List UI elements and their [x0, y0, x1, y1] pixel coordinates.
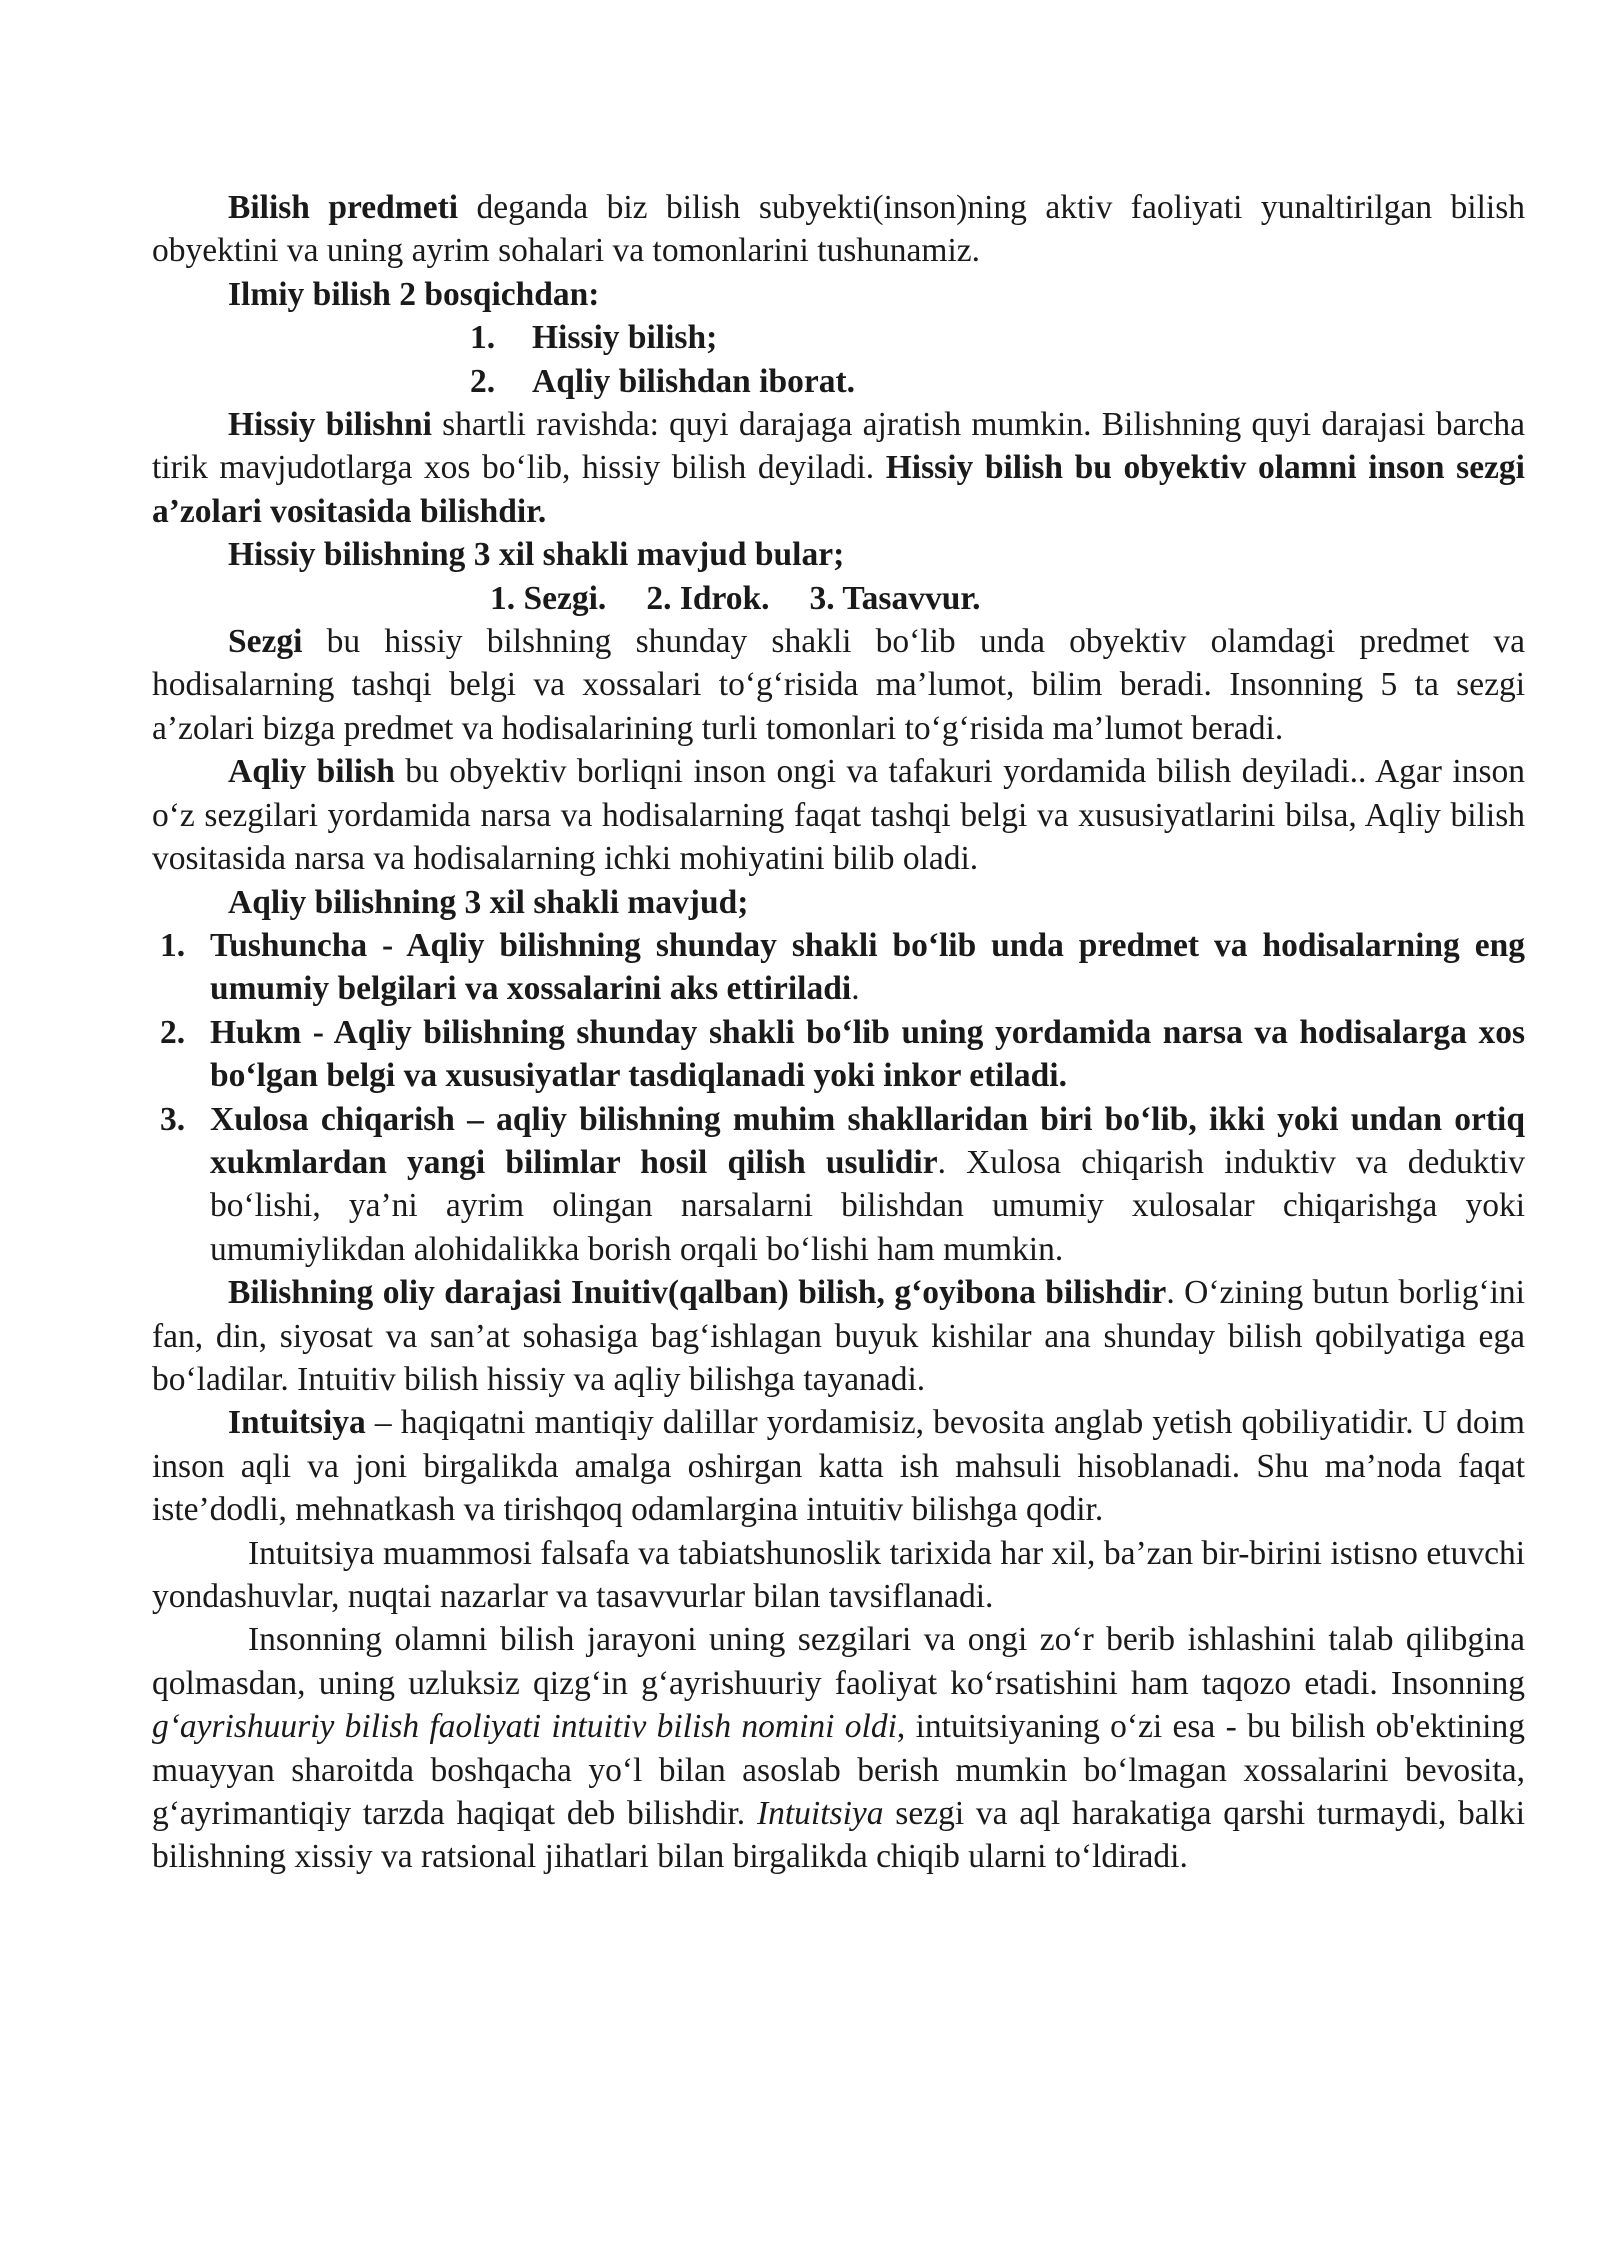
list-item: [152, 924, 1525, 1011]
aqliy-forms-list: [152, 924, 1525, 1271]
paragraph-aqliy-bilish: [152, 750, 1525, 880]
heading-text: Hissiy bilishning 3 xil shakli mavjud bular;: [228, 536, 845, 574]
term-sezgi: Sezgi: [228, 623, 303, 661]
list-number: 1.: [470, 319, 496, 357]
heading-text: Aqliy bilishning 3 xil shakli mavjud;: [228, 883, 749, 921]
stages-list: [152, 316, 1525, 403]
paragraph-italic-text: Intuitsiya: [756, 1795, 884, 1833]
list-number: 3.: [160, 1100, 186, 1138]
term-aqliy-bilish: Aqliy bilish: [228, 753, 395, 791]
list-item: [152, 360, 1525, 403]
paragraph-bold-text: Hissiy bilish bu obyektiv olamni inson sezgi a’zolari vositasida bilishdir.: [152, 449, 1525, 530]
list-item-bold: Hukm - Aqliy bilishning shunday shakli bo‘lib uning yordamida narsa va hodisalarga xos bo‘lgan belgi va xususiyatlar tasdiqlanadi yoki inkor etiladi.: [210, 1013, 1525, 1095]
form-sezgi: 1. Sezgi.: [490, 579, 607, 617]
paragraph-text: . O‘zining butun borlig‘ini fan, din, siyosat va san’at sohasiga bag‘ishlagan buyuk kishilar ana shunday bilish qobilyatiga ega bo‘ladilar. Intuitiv bilish hissiy va aqliy bilishga tayanadi.: [152, 1274, 1525, 1398]
paragraph-bilish-predmeti: [152, 186, 1525, 273]
paragraph-text: sezgi va aql harakatiga qarshi turmaydi, balki bilishning xissiy va ratsional jihatlari bilan birgalikda chiqib ularni to‘ldiradi.: [152, 1795, 1525, 1876]
paragraph-text: bu obyektiv borliqni inson ongi va tafakuri yordamida bilish deyiladi.. Agar inson o‘z sezgilari yordamida narsa va hodisalarning faqat tashqi belgi va xususiyatlarini bilsa, Aqliy bilish vositasida narsa va hodisalarning ichki mohiyatini bilib oladi.: [152, 753, 1525, 878]
list-number: 1.: [160, 926, 186, 964]
term-hissiy-bilishni: Hissiy bilishni: [228, 406, 432, 444]
paragraph-text: Insonning olamni bilish jarayoni uning sezgilari va ongi zo‘r berib ishlashini talab qilibgina qolmasdan, uning uzluksiz qizg‘in g‘ayrishuuriy faoliyat ko‘rsatishini ham taqozo etadi. Insonning: [152, 1621, 1525, 1702]
paragraph-olamni-bilish: [152, 1618, 1525, 1878]
heading-aqliy-shakllar: [152, 881, 1525, 924]
paragraph-oliy-daraja: [152, 1271, 1525, 1401]
paragraph-bold-text: Bilishning oliy darajasi Inuitiv(qalban) bilish, g‘oyibona bilishdir: [228, 1274, 1167, 1312]
heading-text: Ilmiy bilish 2 bosqichdan:: [228, 275, 600, 313]
paragraph-text: , intuitsiyaning o‘zi esa - bu bilish ob'ektining muayyan sharoitda boshqacha yo‘l bilan asoslab berish mumkin bo‘lmagan xossalarini bevosita, g‘ayrimantiqiy tarzda haqiqat deb bilishdir.: [152, 1708, 1525, 1833]
paragraph-hissiy-bilish: [152, 403, 1525, 533]
paragraph-text: bu hissiy bilshning shunday shakli bo‘lib unda obyektiv olamdagi predmet va hodisalarning tashqi belgi va xossalari to‘g‘risida ma’lumot, bilim beradi. Insonning 5 ta sezgi a’zolari bizga predmet va hodisalarining turli tomonlari to‘g‘risida ma’lumot beradi.: [152, 623, 1525, 747]
list-item-bold: Tushuncha - Aqliy bilishning shunday shakli bo‘lib unda predmet va hodisalarning eng umumiy belgilari va xossalarini aks ettiriladi: [210, 926, 1525, 1008]
list-item-text: Aqliy bilishdan iborat.: [532, 362, 856, 400]
paragraph-text: Intuitsiya muammosi falsafa va tabiatshunoslik tarixida har xil, ba’zan bir-birini istisno etuvchi yondashuvlar, nuqtai nazarlar va tasavvurlar bilan tavsiflanadi.: [152, 1534, 1525, 1615]
list-item: [152, 316, 1525, 359]
list-item-text: .: [851, 970, 860, 1008]
forms-inline-list: [152, 577, 1525, 620]
form-idrok: 2. Idrok.: [646, 579, 770, 617]
paragraph-text: – haqiqatni mantiqiy dalillar yordamisiz, bevosita anglab yetish qobiliyatidir. U doim inson aqli va joni birgalikda amalga oshirgan katta ish mahsuli hisoblanadi. Shu ma’noda faqat iste’dodli, mehnatkash va tirishqoq odamlargina intuitiv bilishga qodir.: [152, 1404, 1525, 1529]
paragraph-intuitsiya: [152, 1401, 1525, 1531]
document-page: [152, 186, 1525, 1879]
paragraph-sezgi: [152, 620, 1525, 750]
list-item-text: . Xulosa chiqarish induktiv va deduktiv bo‘lishi, ya’ni ayrim olingan narsalarni bilishdan umumiy xulosalar chiqarishga yoki umumiylikdan alohidalikka borish orqali bo‘lishi ham mumkin.: [210, 1143, 1525, 1268]
heading-ilmiy-bilish: [152, 273, 1525, 316]
term-bilish-predmeti: Bilish predmeti: [228, 189, 459, 226]
paragraph-italic-text: g‘ayrishuuriy bilish faoliyati intuitiv bilish nomini oldi: [152, 1708, 897, 1746]
list-item: [152, 1011, 1525, 1098]
paragraph-text: shartli ravishda: quyi darajaga ajratish mumkin. Bilishning quyi darajasi barcha tirik mavjudotlarga xos bo‘lib, hissiy bilish deyiladi.: [152, 406, 1525, 487]
paragraph-intuitsiya-muammosi: [152, 1532, 1525, 1619]
list-item: [152, 1098, 1525, 1272]
list-number: 2.: [470, 362, 496, 400]
list-item-bold: Xulosa chiqarish – aqliy bilishning muhim shakllaridan biri bo‘lib, ikki yoki undan ortiq xukmlardan yangi bilimlar hosil qilish usulidir: [210, 1100, 1525, 1181]
heading-hissiy-shakllar: [152, 533, 1525, 576]
paragraph-text: deganda biz bilish subyekti(inson)ning aktiv faoliyati yunaltirilgan bilish obyektini va uning ayrim sohalari va tomonlarini tushunamiz.: [152, 189, 1525, 270]
term-intuitsiya: Intuitsiya: [228, 1404, 366, 1442]
list-number: 2.: [160, 1013, 186, 1051]
form-tasavvur: 3. Tasavvur.: [809, 579, 981, 617]
list-item-text: Hissiy bilish;: [532, 319, 718, 357]
